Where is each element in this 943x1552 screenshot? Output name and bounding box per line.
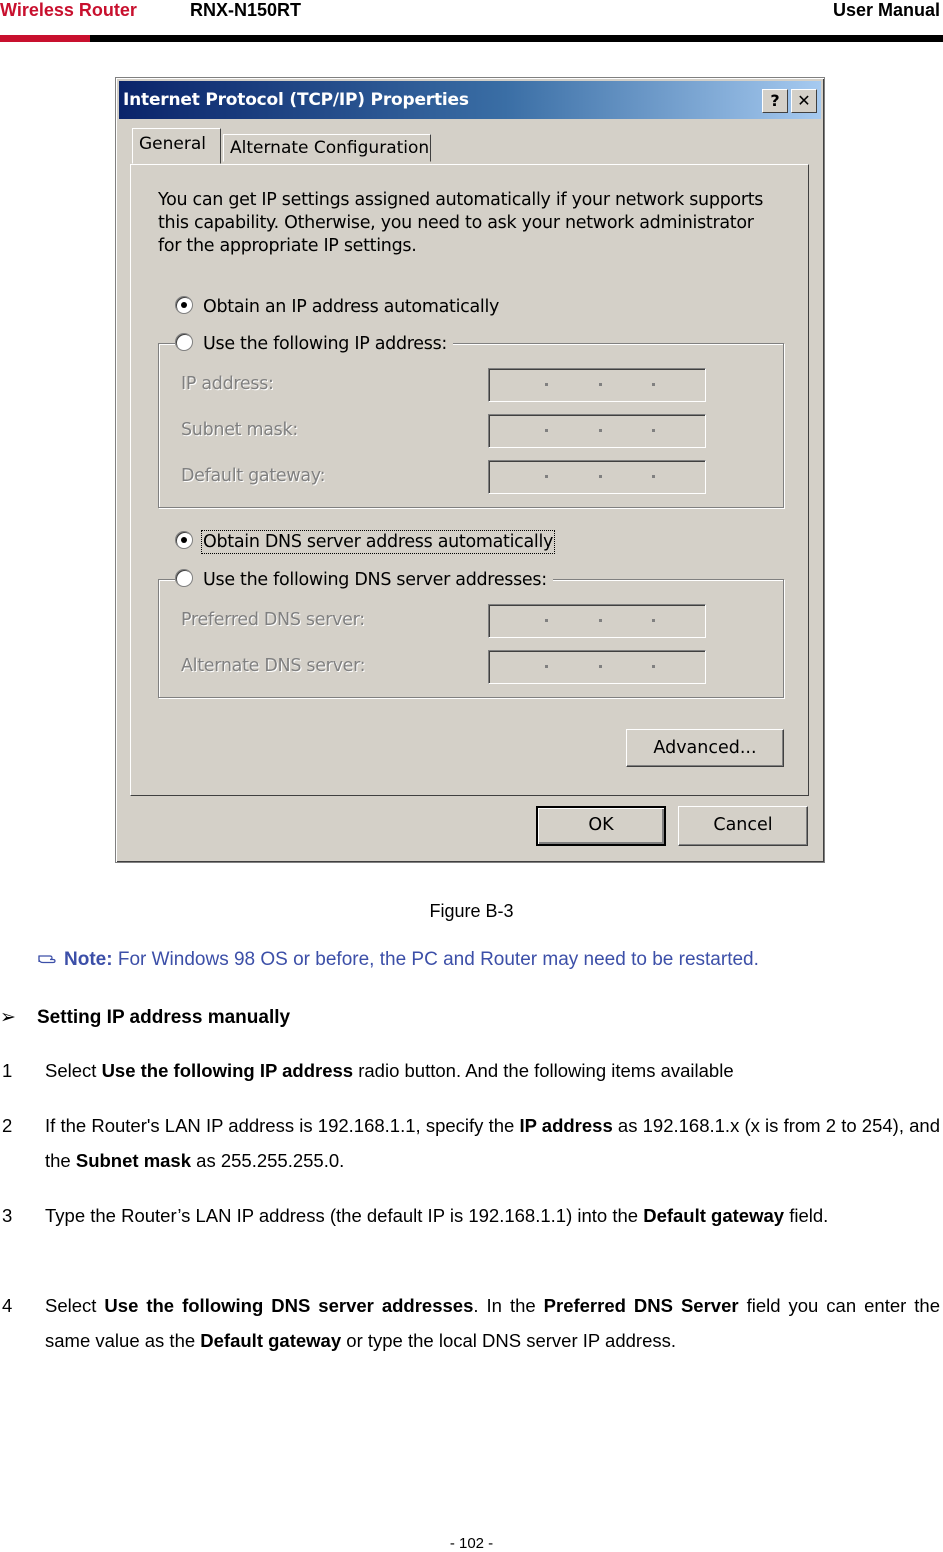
help-button[interactable]: ? xyxy=(762,89,788,113)
step-run: Select xyxy=(45,1295,105,1316)
step-emphasis: Use the following DNS server addresses xyxy=(104,1295,474,1316)
ip-manual-label: Use the following IP address: xyxy=(203,334,447,354)
ip-auto-radio[interactable] xyxy=(175,296,193,314)
step-text xyxy=(45,1053,940,1088)
ok-button[interactable]: OK xyxy=(536,806,666,846)
tab-general[interactable]: General xyxy=(132,128,221,164)
step-run: Type the Router’s LAN IP address (the default IP is 192.168.1.1) into the xyxy=(45,1205,644,1226)
ip-address-group xyxy=(158,343,784,508)
step-text xyxy=(45,1198,940,1233)
dns-manual-option[interactable] xyxy=(175,569,553,590)
figure-caption: Figure B-3 xyxy=(429,901,514,921)
default-gateway-label: Default gateway: xyxy=(181,466,326,486)
pointing-hand-icon xyxy=(38,952,58,966)
step-text xyxy=(45,1288,940,1358)
arrow-bullet-icon: ➢ xyxy=(0,1007,16,1028)
note xyxy=(38,949,759,971)
step-run: radio button. And the following items available xyxy=(353,1060,734,1081)
step-run: . In the xyxy=(473,1295,544,1316)
dns-server-group xyxy=(158,579,784,698)
step-run: If the Router's LAN IP address is 192.168.1.1, specify the xyxy=(45,1115,520,1136)
step-emphasis: Default gateway xyxy=(643,1205,785,1226)
step-number: 3 xyxy=(2,1205,13,1226)
default-gateway-input[interactable] xyxy=(488,460,706,494)
step-number: 4 xyxy=(2,1295,13,1316)
advanced-button[interactable]: Advanced... xyxy=(626,729,784,767)
section-title: Setting IP address manually xyxy=(37,1007,291,1028)
step-number: 1 xyxy=(2,1060,13,1081)
step-run: as 255.255.255.0. xyxy=(191,1150,345,1171)
page-header xyxy=(0,0,943,44)
intro-text: You can get IP settings assigned automatically if your network supports this capability. Otherwise, you need to ask your network administrator for the appropriate IP settings. xyxy=(158,190,764,256)
general-tab-panel xyxy=(130,164,809,796)
ip-address-label: IP address: xyxy=(181,374,274,394)
header-manual-title: User Manual xyxy=(832,0,940,20)
header-model: RNX-N150RT xyxy=(190,0,302,20)
note-label: Note: xyxy=(64,949,113,970)
dialog-title: Internet Protocol (TCP/IP) Properties xyxy=(123,90,469,110)
dns-auto-option[interactable] xyxy=(175,531,553,552)
alternate-dns-label: Alternate DNS server: xyxy=(181,656,366,676)
step-emphasis: Default gateway xyxy=(200,1330,342,1351)
step-run: or type the local DNS server IP address. xyxy=(341,1330,677,1351)
dns-manual-radio[interactable] xyxy=(175,569,193,587)
step-emphasis: Use the following IP address xyxy=(101,1060,354,1081)
step-emphasis: Preferred DNS Server xyxy=(543,1295,739,1316)
step-run: field you can enter the same value as the xyxy=(45,1295,941,1351)
subnet-mask-input[interactable] xyxy=(488,414,706,448)
step-run: Select xyxy=(45,1060,102,1081)
header-rule-black xyxy=(90,35,943,42)
alternate-dns-input[interactable] xyxy=(488,650,706,684)
tab-alternate-configuration[interactable]: Alternate Configuration xyxy=(223,134,431,162)
header-brand: Wireless Router xyxy=(0,0,137,20)
close-button[interactable]: ✕ xyxy=(791,89,817,113)
dns-auto-radio[interactable] xyxy=(175,531,193,549)
dialog-titlebar[interactable] xyxy=(119,81,821,119)
page-number: - 102 - xyxy=(449,1535,494,1552)
dns-manual-label: Use the following DNS server addresses: xyxy=(203,570,547,590)
subnet-mask-label: Subnet mask: xyxy=(181,420,298,440)
section-heading xyxy=(0,1006,290,1029)
step-run: field. xyxy=(784,1205,829,1226)
ip-manual-radio[interactable] xyxy=(175,333,193,351)
step-number: 2 xyxy=(2,1115,13,1136)
preferred-dns-label: Preferred DNS server: xyxy=(181,610,365,630)
step-emphasis: IP address xyxy=(519,1115,613,1136)
ip-auto-option[interactable] xyxy=(175,296,499,317)
header-rule-red xyxy=(0,35,90,42)
preferred-dns-input[interactable] xyxy=(488,604,706,638)
tcpip-properties-dialog xyxy=(115,77,825,863)
step-emphasis: Subnet mask xyxy=(75,1150,192,1171)
cancel-button[interactable]: Cancel xyxy=(678,806,808,846)
dns-auto-label: Obtain DNS server address automatically xyxy=(203,532,554,552)
step-run: as 192.168.1.x (x is from 2 to 254), and the xyxy=(45,1115,941,1171)
ip-auto-label: Obtain an IP address automatically xyxy=(203,297,500,317)
step-text xyxy=(45,1108,940,1178)
note-text: For Windows 98 OS or before, the PC and Router may need to be restarted. xyxy=(112,949,759,970)
ip-manual-option[interactable] xyxy=(175,333,453,354)
ip-address-input[interactable] xyxy=(488,368,706,402)
